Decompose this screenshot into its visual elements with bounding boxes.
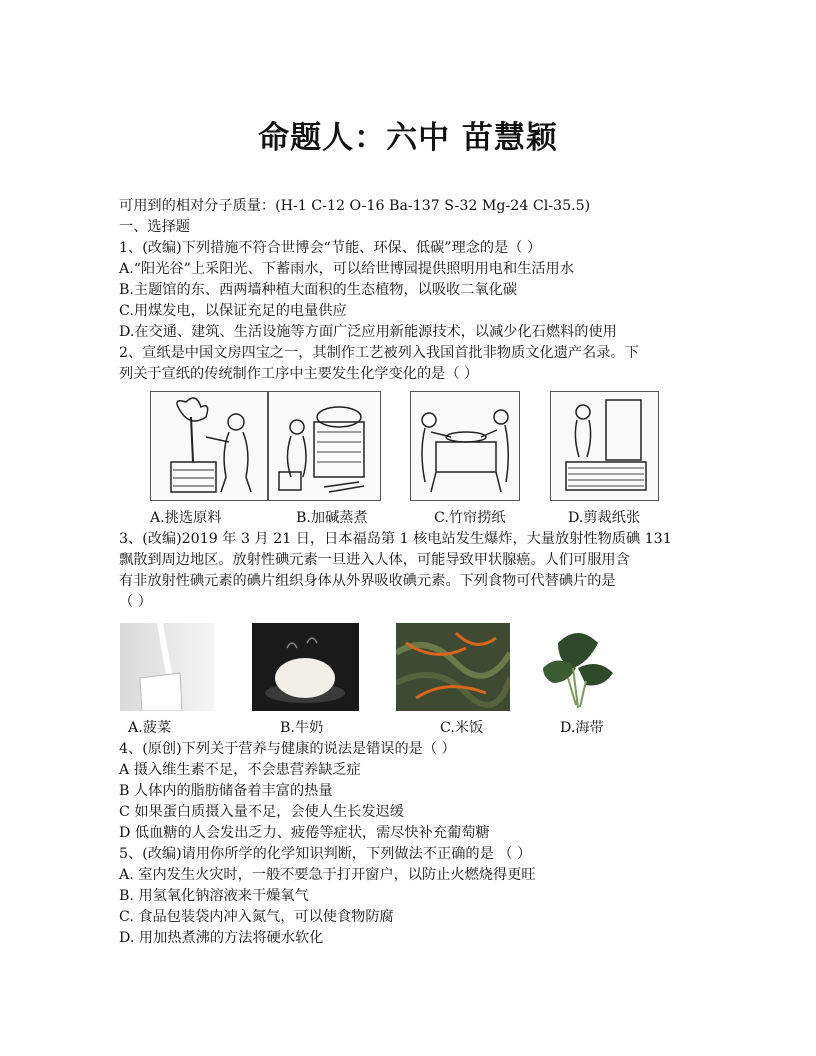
q4-option-c: C 如果蛋白质摄入量不足，会使人生长发迟缓 [119,804,404,820]
q2-option-a: A.挑选原料 [150,510,222,526]
illustration-selecting-materials [150,391,268,501]
q3-option-c: C.米饭 [440,720,484,736]
q3-option-d: D.海带 [560,720,604,736]
q5-option-c: C. 食品包装袋内冲入氮气，可以使食物防腐 [119,909,394,925]
q1-option-d: D.在交通、建筑、生活设施等方面广泛应用新能源技术，以减少化石燃料的使用 [119,324,617,340]
q3-option-a: A.菠菜 [128,720,172,736]
q4-option-b: B 人体内的脂肪储备着丰富的热量 [119,783,333,799]
q5-stem: 5、(改编)请用你所学的化学知识判断，下列做法不正确的是 （ ） [119,846,532,862]
q5-option-a: A. 室内发生火灾时，一般不要急于打开窗户，以防止火燃烧得更旺 [119,867,536,883]
section-heading: 一、选择题 [119,219,190,235]
q3-stem-line3: 有非放射性碘元素的碘片组织身体从外界吸收碘元素。下列食物可代替碘片的是 [119,573,616,589]
illustration-bamboo-screen [410,391,520,501]
q1-option-b: B.主题馆的东、西两墙种植大面积的生态植物，以吸收二氧化碳 [119,282,518,298]
photo-kelp [396,623,510,711]
q4-option-a: A 摄入维生素不足，不会患营养缺乏症 [119,762,361,778]
photo-spinach [528,623,620,711]
q4-option-d: D 低血糖的人会发出乏力、疲倦等症状，需尽快补充葡萄糖 [119,825,490,841]
q1-stem: 1、(改编)下列措施不符合世博会“节能、环保、低碳”理念的是（ ） [119,240,542,256]
q2-option-c: C.竹帘捞纸 [434,510,506,526]
illustration-alkali-boiling [268,391,381,501]
q5-option-b: B. 用氢氧化钠溶液来干燥氧气 [119,888,309,904]
q5-option-d: D. 用加热煮沸的方法将硬水软化 [119,930,324,946]
q2-option-b: B.加碱蒸煮 [296,510,368,526]
relative-mass-note: 可用到的相对分子质量：(H-1 C-12 O-16 Ba-137 S-32 Mg-24 Cl-35.5) [119,198,591,214]
q3-stem-line1: 3、(改编)2019 年 3 月 21 日，日本福岛第 1 核电站发生爆炸，大量放射性物质碘 131 [119,531,672,547]
page-title: 命题人：六中 苗慧颖 [258,120,558,156]
q3-option-b: B.牛奶 [280,720,324,736]
q3-stem-line4: （ ） [119,594,152,610]
q3-stem-line2: 飘散到周边地区。放射性碘元素一旦进入人体，可能导致甲状腺癌。人们可服用含 [119,552,630,568]
q2-stem-line2: 列关于宣纸的传统制作工序中主要发生化学变化的是（ ） [119,366,479,382]
q2-stem-line1: 2、宣纸是中国文房四宝之一，其制作工艺被列入我国首批非物质文化遗产名录。下 [119,345,639,361]
photo-rice [252,623,359,711]
photo-milk [120,623,214,711]
q4-stem: 4、(原创)下列关于营养与健康的说法是错误的是（ ） [119,741,456,757]
q1-option-a: A.“阳光谷”上采阳光、下蓄雨水，可以给世博园提供照明用电和生活用水 [119,261,574,277]
q2-option-d: D.剪裁纸张 [568,510,641,526]
q1-option-c: C.用煤发电，以保证充足的电量供应 [119,303,347,319]
illustration-cutting-paper [550,391,659,501]
